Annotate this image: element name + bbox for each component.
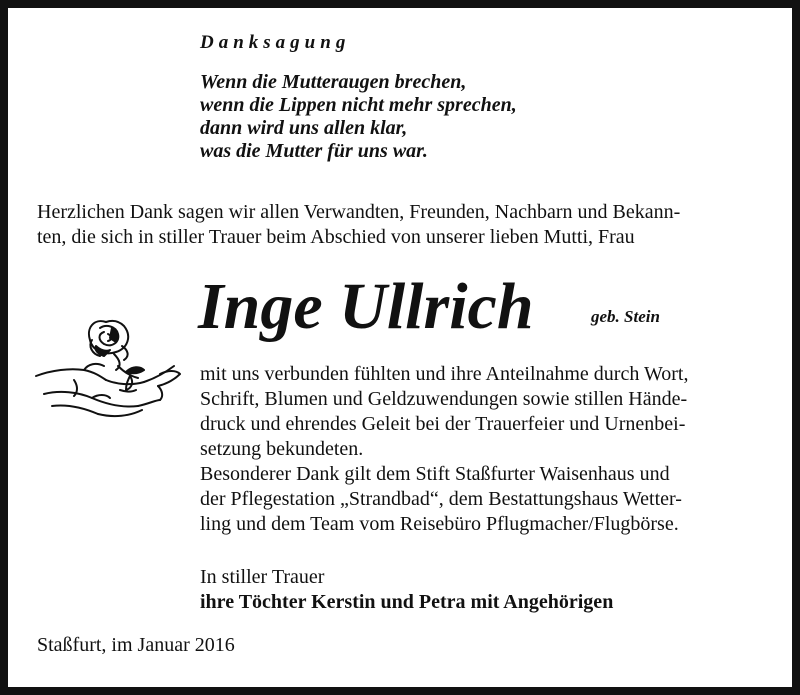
body-line: druck und ehrendes Geleit bei der Trauerfeier und Urnenbei- (200, 413, 686, 435)
body-line: ling und dem Team vom Reisebüro Pflugmacher/Flugbörse. (200, 513, 679, 535)
signature-names: ihre Töchter Kerstin und Petra mit Angehörigen (200, 591, 614, 613)
poem-line: was die Mutter für uns war. (200, 140, 428, 162)
poem (200, 71, 517, 163)
body-line: setzung bekundeten. (200, 438, 364, 460)
intro-paragraph (37, 200, 769, 250)
acknowledgement-text (200, 362, 688, 537)
notice-heading: Danksagung (200, 32, 351, 53)
body-line: Besonderer Dank gilt dem Stift Staßfurter Waisenhaus und (200, 463, 670, 485)
poem-line: wenn die Lippen nicht mehr sprechen, (200, 94, 517, 116)
place-date: Staßfurt, im Januar 2016 (37, 634, 235, 656)
deceased-name: Inge Ullrich (198, 270, 534, 343)
poem-line: Wenn die Mutteraugen brechen, (200, 71, 467, 93)
hands-holding-rose-icon (34, 310, 184, 420)
maiden-name: geb. Stein (591, 307, 660, 326)
intro-line: Herzlichen Dank sagen wir allen Verwandten, Freunden, Nachbarn und Bekann- (37, 201, 681, 223)
body-line: der Pflegestation „Strandbad“, dem Bestattungshaus Wetter- (200, 488, 682, 510)
poem-line: dann wird uns allen klar, (200, 117, 408, 139)
body-line: Schrift, Blumen und Geldzuwendungen sowie stillen Hände- (200, 388, 688, 410)
body-line: mit uns verbunden fühlten und ihre Anteilnahme durch Wort, (200, 363, 689, 385)
intro-line: ten, die sich in stiller Trauer beim Abschied von unserer lieben Mutti, Frau (37, 226, 635, 248)
signature-intro: In stiller Trauer (200, 566, 325, 588)
